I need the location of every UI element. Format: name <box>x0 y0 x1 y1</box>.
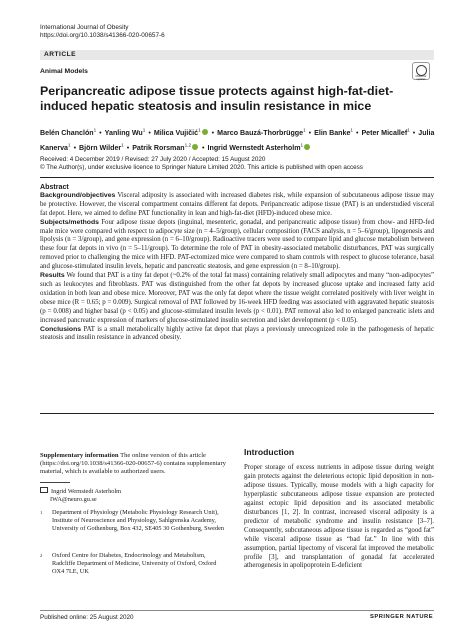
author-affiliation-sup: 1 <box>121 142 124 148</box>
author[interactable] <box>132 144 199 152</box>
author-separator: • <box>99 129 102 138</box>
corresponding-email[interactable]: IWA@neuro.gu.se <box>50 496 97 503</box>
author-separator: • <box>308 129 312 138</box>
affiliation-1 <box>40 509 228 533</box>
publisher-logo: SPRINGER NATURE <box>370 614 434 620</box>
orcid-icon[interactable] <box>304 144 310 150</box>
divider <box>40 413 434 414</box>
affiliation-text: Oxford Centre for Diabetes, Endocrinology and Metabolism, Radcliffe Department of Medicine, University of Oxford, Oxford OX4 7LE, UK <box>52 552 217 575</box>
footnote-rule <box>40 482 70 483</box>
author-separator: • <box>73 143 77 152</box>
supplementary-label: Supplementary information <box>40 452 119 459</box>
orcid-icon[interactable] <box>192 144 198 150</box>
journal-doi[interactable]: https://doi.org/10.1038/s41366-020-00657-6 <box>40 32 165 39</box>
introduction-text: Proper storage of excess nutrients in adipose tissue during weight gain protects against the deleterious ectopic lipid deposition in non-adipose tissues. Typically, mouse models with a high capacity for hyperplastic subcutaneous adipose tissue expansion are protected against ectopic lipid deposition and its associated metabolic disturbances [1, 2]. In contrast, increased visceral adiposity is a predictor of metabolic syndrome and insulin resistance [3–7]. Consequently, subcutaneous adipose tissue is regarded as “good fat” while visceral adipose tissue as “bad fat.” In line with this assumption, partial lipectomy of visceral fat improved the metabolic profile [3], and transplantation of gonadal fat accelerated atherogenesis in apolipoprotein E-deficient <box>244 464 434 570</box>
author-separator: • <box>202 143 205 152</box>
author-affiliation-sup: 1 <box>68 142 71 148</box>
author-name: Marco Bauzá-Thorbrügge <box>217 129 304 138</box>
author-affiliation-sup: 1 <box>407 128 410 133</box>
author[interactable] <box>208 144 312 152</box>
history-dates: Received: 4 December 2019 / Revised: 27 July 2020 / Accepted: 15 August 2020 <box>40 156 266 163</box>
results-text: We found that PAT is a tiny fat depot (~0.2% of the total fat mass) containing relatively small adipocytes and many “non-adipocytes” such as leukocytes and fibroblasts. PAT was distinguished from the other fat depots by increased glucose uptake and increased fatty acid oxidation in both lean and obese mice. Moreover, PAT was the only fat depot where the tissue weight correlated positively with liver weight in obese mice (R = 0.65; p = 0.009). Surgical removal of PAT followed by 16-week HFD feeding was associated with aggravated hepatic steatosis (p = 0.008) and higher basal (p < 0.05) and glucose-stimulated insulin levels (p < 0.01). PAT removal also led to enlarged pancreatic islets and increased pancreatic expression of markers of glucose-stimulated insulin secretion and islet development (p < 0.05). <box>40 272 435 324</box>
author[interactable] <box>154 129 209 137</box>
author-affiliation-sup: 1 <box>300 142 304 148</box>
conclusions-text: PAT is a small metabolically highly active fat depot that plays a previously unrecognized role in the pathogenesis of hepatic steatosis and insulin resistance in advanced obesity. <box>40 325 434 342</box>
abstract-background <box>40 192 434 219</box>
abstract-conclusions <box>40 326 434 344</box>
journal-name: International Journal of Obesity <box>40 24 129 31</box>
author-name: Peter Micallef <box>361 129 408 138</box>
abstract-heading: Abstract <box>40 183 69 191</box>
author-affiliation-sup: 1 <box>198 128 201 133</box>
author-name: Björn Wilder <box>79 143 122 152</box>
author[interactable] <box>361 129 409 137</box>
author-affiliation-sup: 1 <box>93 128 97 133</box>
footer-rule <box>40 610 434 611</box>
methods-label: Subjects/methods <box>40 218 99 226</box>
abstract-results <box>40 272 434 325</box>
affiliation-text: Department of Physiology (Metabolic Physiology Research Unit), Institute of Neuroscience and Physiology, Sahlgrenska Academy, University of Gothenburg, Box 432, SE405 30 Gothenburg, Sweden <box>52 509 225 532</box>
author[interactable] <box>79 144 124 152</box>
author-name: Patrik Rorsman <box>132 143 185 152</box>
author-affiliation-sup: 1,2 <box>184 142 192 148</box>
author[interactable] <box>217 129 305 137</box>
author-affiliation-sup: 1 <box>350 128 353 133</box>
author-name: Julia Kanerva <box>40 129 435 152</box>
envelope-icon <box>40 487 48 493</box>
check-for-updates-badge[interactable] <box>412 62 430 80</box>
article-type-label: ARTICLE <box>44 51 77 58</box>
introduction-heading: Introduction <box>244 447 295 457</box>
author-separator: • <box>355 129 359 138</box>
author-separator: • <box>412 129 416 138</box>
check-updates-label: Check for updates <box>415 75 427 81</box>
author-list <box>40 125 440 154</box>
background-text: Visceral adiposity is associated with increased diabetes risk, while expansion of subcutaneous adipose tissue may be protective. However, the visceral compartment contains different fat depots. Peripancreatic adipose tissue (PAT) is an understudied visceral fat depot. Here, we aimed to define PAT functionality in lean and high-fat-diet (HFD)-induced obese mice. <box>40 191 434 217</box>
author-separator: • <box>211 129 215 138</box>
section-label: Animal Models <box>40 68 88 75</box>
published-online: Published online: 25 August 2020 <box>40 614 134 621</box>
results-label: Results <box>40 272 65 280</box>
author-name: Milica Vujičić <box>153 129 199 138</box>
article-title: Peripancreatic adipose tissue protects against high-fat-diet-induced hepatic steatosis and insulin resistance in mice <box>40 84 394 113</box>
affiliation-number: 2 <box>40 553 43 558</box>
supplementary-info <box>40 452 228 477</box>
journal-header <box>40 24 165 40</box>
affiliation-number: 1 <box>40 510 43 515</box>
author-separator: • <box>148 129 151 138</box>
author-name: Yanling Wu <box>104 129 143 138</box>
orcid-icon[interactable] <box>202 129 208 135</box>
author-separator: • <box>126 143 130 152</box>
conclusions-label: Conclusions <box>40 325 82 333</box>
background-label: Background/objectives <box>40 191 116 199</box>
supplementary-text: The online version of this article (https://doi.org/10.1038/s41366-020-00657-6) contains supplementary material, which is available to authorized users. <box>40 452 226 476</box>
corresponding-author: Ingrid Wernstedt Asterholm <box>51 488 122 495</box>
author-affiliation-sup: 1 <box>142 128 146 133</box>
methods-text: Four adipose tissue depots (inguinal, mesenteric, gonadal, and peripancreatic adipose tissue) from chow- and HFD-fed male mice were compared with respect to adipocyte size (n = 4–5/group), cellular composition (FACS analysis, n = 5–6/group), lipogenesis and lipolysis (n = 3/group), and gene expression (n = 6–10/group). Radioactive tracers were used to compare lipid and glucose metabolism between these four fat depots in vivo (n = 5–11/group). To determine the role of PAT in obesity-associated metabolic disturbances, PAT was surgically removed prior to challenging the mice with HFD. PAT-ectomized mice were compared to sham controls with respect to glucose tolerance, basal and glucose-stimulated insulin levels, hepatic and pancreatic steatosis, and gene expression (n = 8–10/group). <box>40 218 434 271</box>
divider <box>40 177 434 178</box>
correspondence <box>40 487 228 504</box>
author[interactable] <box>40 129 96 137</box>
author-name: Elin Banke <box>314 129 351 138</box>
author-name: Ingrid Wernstedt Asterholm <box>207 143 301 152</box>
author[interactable] <box>314 129 353 137</box>
abstract-methods <box>40 219 434 272</box>
author-name: Belén Chanclón <box>40 129 94 138</box>
copyright-line: © The Author(s), under exclusive licence to Springer Nature Limited 2020. This article is published with open access <box>40 164 363 171</box>
article-type-band <box>40 50 434 60</box>
affiliation-2 <box>40 552 228 576</box>
abstract <box>40 183 434 343</box>
article-dates <box>40 156 363 172</box>
author-affiliation-sup: 1 <box>303 128 306 133</box>
author[interactable] <box>105 129 146 137</box>
